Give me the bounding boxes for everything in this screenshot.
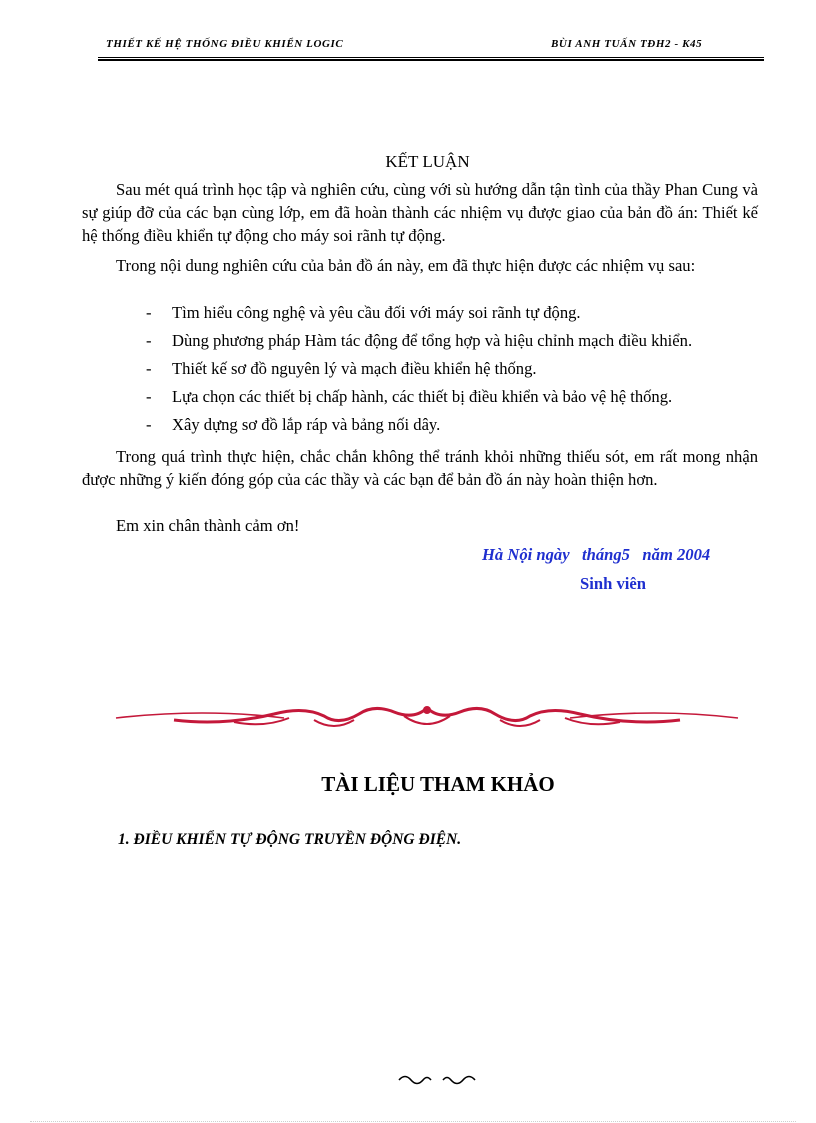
footer-ornament-icon [397, 1072, 477, 1088]
list-item [146, 413, 786, 441]
bullet-dash: - [146, 387, 152, 406]
header-rule [98, 57, 764, 61]
list-item-text: Lựa chọn các thiết bị chấp hành, các thiết bị điều khiển và bảo vệ hệ thống. [172, 387, 673, 406]
list-item-text: Dùng phương pháp Hàm tác động để tổng hợp và hiệu chỉnh mạch điều khiển. [172, 331, 693, 350]
bullet-dash: - [146, 331, 152, 350]
bullet-dash: - [146, 303, 152, 322]
list-item [146, 385, 786, 413]
list-item-text: Thiết kế sơ đồ nguyên lý và mạch điều khiển hệ thống. [172, 359, 537, 378]
conclusion-paragraph-3: Trong quá trình thực hiện, chắc chắn không thể tránh khỏi những thiếu sót, em rất mong nhận được những ý kiến đóng góp của các thầy và các bạn để bản đồ án này hoàn thiện hơn. [82, 447, 758, 489]
references-title: TÀI LIỆU THAM KHẢO [321, 772, 555, 796]
running-header-title: THIẾT KẾ HỆ THỐNG ĐIỀU KHIỂN LOGIC [106, 38, 344, 50]
list-item-text: Xây dựng sơ đồ lắp ráp và bảng nối dây. [172, 415, 441, 434]
conclusion-paragraph-1: Sau mét quá trình học tập và nghiên cứu, cùng với sù hướng dẫn tận tình của thầy Phan Cung và sự giúp đỡ của các bạn cùng lớp, em đã hoàn thành các nhiệm vụ được giao của bản đồ án: Thiết kế hệ thống điều khiển tự động cho máy soi rãnh tự động. [82, 180, 758, 245]
signature-date: Hà Nội ngày tháng5 năm 2004 [482, 545, 711, 564]
conclusion-paragraph-2: Trong nội dung nghiên cứu của bản đồ án này, em đã thực hiện được các nhiệm vụ sau: [116, 256, 696, 275]
ornament-divider-icon [114, 698, 740, 738]
list-item [146, 329, 786, 357]
bullet-dash: - [146, 415, 152, 434]
list-item [146, 357, 786, 385]
conclusion-title: KẾT LUẬN [385, 152, 470, 171]
bullet-dash: - [146, 359, 152, 378]
list-item [146, 301, 786, 329]
thanks-line: Em xin chân thành cảm ơn! [116, 516, 300, 535]
reference-item: 1. ĐIỀU KHIỂN TỰ ĐỘNG TRUYỀN ĐỘNG ĐIỆN. [118, 831, 462, 848]
running-header-author: BÙI ANH TUẤN TĐH2 - K45 [551, 38, 703, 50]
signature-role: Sinh viên [580, 574, 646, 593]
page-bottom-edge [30, 1121, 796, 1122]
task-list [146, 301, 786, 441]
list-item-text: Tìm hiểu công nghệ và yêu cầu đối với máy soi rãnh tự động. [172, 303, 581, 322]
